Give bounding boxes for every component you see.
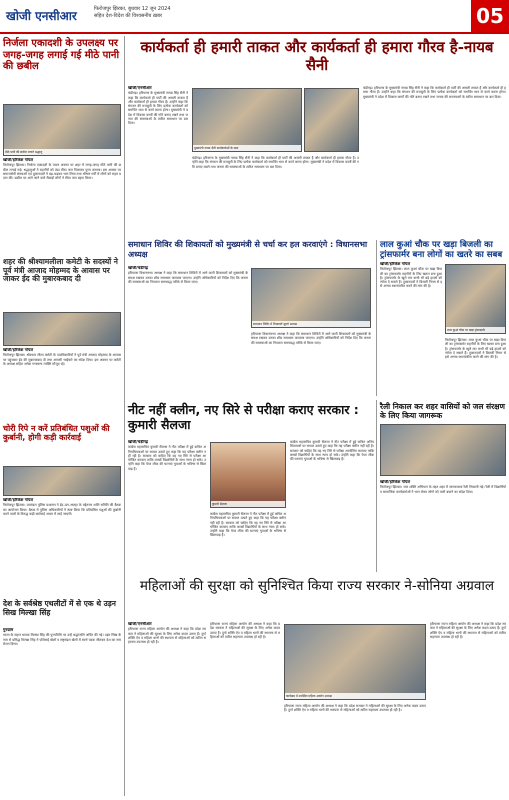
column-divider (124, 36, 125, 796)
chori-photo (3, 466, 121, 496)
samadhan-headline: समाधान शिविर की शिकायतों को मुख्यमंत्री से चर्चा कर हल करवाएंगे : विधानसभा अध्यक्ष (128, 240, 368, 259)
shri-shyam-photo (3, 312, 121, 346)
article-body: हरियाणा राज्य महिला आयोग की अध्यक्ष ने कहा कि प्रदेश सरकार ने महिलाओं की सुरक्षा के लिए अनेक कदम उठाए हैं। दुर्गा शक्ति ऐप व महिला थानों की स्थापना से महिलाओं को त्वरित सहायता उपलब्ध हो रही है। (430, 622, 506, 639)
article-body: फिरोजपुर झिरका। श्रीश्याम लीला कमेटी के पदाधिकारियों ने पूर्व मंत्री आजाद मोहम्मद के आवास पर पहुंचकर ईद की मुबारकबाद दी तथा आपसी भाईचारे का संदेश दिया। इस अवसर पर कमेटी के अध्यक्ष सहित अनेक गणमान्य व्यक्ति मौजूद रहे। (3, 353, 121, 366)
mahila-article-cont (210, 622, 280, 796)
karyakarta-photo-2 (304, 88, 359, 152)
neet-article (128, 440, 206, 572)
article-body: फिरोजपुर झिरका। निर्जला एकादशी के पावन अवसर पर शहर में जगह-जगह मीठे पानी की छबील लगाई गई। श्रद्धालुओं ने राहगीरों को ठंडा मीठा जल पिलाकर पुण्य कमाया। इस अवसर पर समाजसेवी संस्थाओं एवं दुकानदारों ने बढ़-चढ़कर भाग लिया तथा भीषण गर्मी में लोगों को राहत प्रदान की। छबील पर आने जाने वाले सैकड़ों लोगों ने मीठा जल ग्रहण किया। (3, 163, 121, 181)
photo-caption: समाधान शिविर में शिकायतें सुनते अध्यक्ष (252, 321, 370, 327)
raily-photo (380, 424, 506, 476)
byline: खोजी/हरिकेश गोयल (3, 498, 34, 502)
article-body: कांग्रेस महासचिव कुमारी सैलजा ने नीट परीक्षा में हुई कथित अनियमितताओं पर सवाल उठाते हुए कहा कि यह परीक्षा क्लीन नहीं रही है। सरकार को चाहिए कि वह नए सिरे से परीक्षा आयोजित करवाए ताकि लाखों विद्यार्थियों के साथ न्याय हो सके। उन्होंने कहा कि पेपर लीक की घटनाएं युवाओं के भविष्य से खिलवाड़ हैं। (210, 512, 286, 538)
article-body: चंडीगढ़। हरियाणा के मुख्यमंत्री नायब सिंह सैनी ने कहा कि कार्यकर्ता ही पार्टी की असली ताकत हैं और कार्यकर्ता ही हमारा गौरव हैं। उन्होंने कहा कि संगठन की मजबूती के लिए प्रत्येक कार्यकर्ता को समर्पित भाव से कार्य करना होगा। मुख्यमंत्री ने प्रदेश में विकास कार्यों की गति बनाए रखने तथा जनता की समस्याओं के त्वरित समाधान पर बल दिया। (128, 91, 188, 126)
shri-shyam-article (3, 348, 121, 420)
dateline-date: फिरोजपुर झिरका, बुधवार 12 जून 2024 (94, 6, 171, 12)
nirjala-headline: निर्जला एकादशी के उपलक्ष्य पर जगह-जगह लगाई गई मीठे पानी की छबील (3, 38, 120, 72)
lal-kuan-article (380, 262, 442, 396)
mahila-article (128, 622, 206, 796)
article-body: चंडीगढ़। हरियाणा के मुख्यमंत्री नायब सिंह सैनी ने कहा कि कार्यकर्ता ही पार्टी की असली ताकत हैं और कार्यकर्ता ही हमारा गौरव हैं। उन्होंने कहा कि संगठन की मजबूती के लिए प्रत्येक कार्यकर्ता को समर्पित भाव से कार्य करना होगा। मुख्यमंत्री ने प्रदेश में विकास कार्यों की गति बनाए रखने तथा जनता की समस्याओं के त्वरित समाधान पर बल दिया। (363, 86, 506, 99)
raily-headline: रैली निकाल कर शहर वासियों को जल संरक्षण के लिए किया जागरूक (380, 402, 505, 420)
lal-kuan-photo (445, 264, 506, 334)
mahila-article-right (430, 622, 506, 796)
karyakarta-article-cont (192, 156, 359, 236)
mahila-article-mid (284, 704, 426, 796)
article-body: हरियाणा राज्य महिला आयोग की अध्यक्ष ने कहा कि प्रदेश सरकार ने महिलाओं की सुरक्षा के लिए अनेक कदम उठाए हैं। दुर्गा शक्ति ऐप व महिला थानों की स्थापना से महिलाओं को त्वरित सहायता उपलब्ध हो रही है। (210, 622, 280, 639)
photo-caption: लाल कुआं चौक पर खड़ा ट्रांसफार्मर (446, 327, 505, 333)
chori-article (3, 498, 121, 596)
samadhan-photo (251, 268, 371, 328)
samadhan-article (128, 266, 248, 396)
article-body: फिरोजपुर झिरका। लाल कुआं चौक पर खड़ा बिजली का ट्रांसफार्मर राहगीरों के लिए खतरा बना हुआ है। ट्रांसफार्मर के खुले तार कभी भी बड़े हादसे को न्योता दे सकते हैं। दुकानदारों ने बिजली निगम से इसे अन्यत्र स्थानांतरित करने की मांग की है। (445, 338, 506, 360)
nirjala-photo (3, 104, 121, 156)
byline: खोजी/हरिकेश गोयल (380, 480, 411, 484)
samadhan-article-cont (251, 332, 371, 396)
byline: खोजी/हरिकेश गोयल (3, 158, 34, 162)
dateline-tagline: सहित देश-विदेश की विश्वसनीय ख़बर (94, 13, 162, 19)
article-body: फिरोजपुर झिरका। उपमंडल पुलिस प्रशासन ने ईद-उल-अजहा के मद्देनजर शांति समिति की बैठक का आयोजन किया। बैठक में पुलिस अधिकारियों ने स्पष्ट किया कि प्रतिबंधित पशुओं की कुर्बानी करने वालों के विरुद्ध कड़ी कार्रवाई अमल में लाई जाएगी। (3, 503, 121, 516)
desh-headline: देश के सर्वश्रेष्ठ एथलीटों में से एक थे उड़न सिख मिल्खा सिंह (3, 599, 116, 617)
neet-headline: नीट नहीं क्लीन, नए सिरे से परीक्षा कराए सरकार : कुमारी सैलजा (128, 402, 359, 432)
karyakarta-headline: कार्यकर्ता ही हमारी ताकत और कार्यकर्ता ही हमारा गौरव है-नायब सैनी (140, 38, 494, 74)
column-divider (376, 400, 377, 572)
photo-caption: मीठे पानी की छबील लगाते श्रद्धालु (4, 149, 120, 155)
article-body: हरियाणा विधानसभा अध्यक्ष ने कहा कि समाधान शिविरों में आने वाली शिकायतों को मुख्यमंत्री के समक्ष रखकर उनका शीघ्र समाधान करवाया जाएगा। उन्होंने अधिकारियों को निर्देश दिए कि जनता की समस्याओं का निपटारा समयबद्ध तरीके से किया जाए। (128, 271, 248, 284)
chori-headline: चोरी रिपे न करें प्रतिबंधित पशुओं की कुर्बानी, होगी कड़ी कार्रवाई (3, 424, 110, 443)
dateline (94, 6, 274, 20)
article-body: कांग्रेस महासचिव कुमारी सैलजा ने नीट परीक्षा में हुई कथित अनियमितताओं पर सवाल उठाते हुए कहा कि यह परीक्षा क्लीन नहीं रही है। सरकार को चाहिए कि वह नए सिरे से परीक्षा आयोजित करवाए ताकि लाखों विद्यार्थियों के साथ न्याय हो सके। उन्होंने कहा कि पेपर लीक की घटनाएं युवाओं के भविष्य से खिलवाड़ हैं। (290, 440, 374, 462)
shri-shyam-headline: शहर की श्रीश्यामलीला कमेटी के सदस्यों ने पूर्व मंत्री आजाद मोहम्मद के आवास पर जाकर ईद की मुबारकबाद दी (3, 257, 118, 284)
mahila-photo (284, 624, 426, 700)
photo-caption: कुमारी सैलजा (211, 501, 285, 507)
mahila-headline: महिलाओं की सुरक्षा को सुनिश्चित किया राज्य सरकार ने-सोनिया अग्रवाल (139, 578, 495, 594)
karyakarta-article (128, 86, 188, 236)
byline: खोजी/चंडीगढ़ (128, 266, 148, 270)
photo-caption: मुख्यमंत्री नायब सैनी कार्यकर्ताओं के साथ (193, 145, 301, 151)
karyakarta-photo-1 (192, 88, 302, 152)
karyakarta-article-right (363, 86, 506, 236)
article-body: हरियाणा राज्य महिला आयोग की अध्यक्ष ने कहा कि प्रदेश सरकार ने महिलाओं की सुरक्षा के लिए अनेक कदम उठाए हैं। दुर्गा शक्ति ऐप व महिला थानों की स्थापना से महिलाओं को त्वरित सहायता उपलब्ध हो रही है। (128, 627, 206, 645)
byline: खोजी/हरिकेश गोयल (380, 262, 411, 266)
byline: खोजी/एनसीआर (128, 86, 152, 90)
byline: खोजी/हरिकेश गोयल (3, 348, 34, 352)
article-body: भारत के महान धावक मिल्खा सिंह की पुण्यतिथि पर उन्हें श्रद्धांजलि अर्पित की गई। उड़न सिख के नाम से प्रसिद्ध मिल्खा सिंह ने एशियाई खेलों व राष्ट्रमंडल खेलों में स्वर्ण पदक जीतकर देश का नाम रोशन किया। (3, 633, 121, 646)
nirjala-article (3, 158, 121, 255)
byline: खोजी/चंडीगढ़ (128, 440, 148, 444)
raily-article (380, 480, 506, 572)
article-body: फिरोजपुर झिरका। लाल कुआं चौक पर खड़ा बिजली का ट्रांसफार्मर राहगीरों के लिए खतरा बना हुआ है। ट्रांसफार्मर के खुले तार कभी भी बड़े हादसे को न्योता दे सकते हैं। दुकानदारों ने बिजली निगम से इसे अन्यत्र स्थानांतरित करने की मांग की है। (380, 267, 442, 289)
neet-article-cont (210, 512, 286, 572)
lal-kuan-headline: लाल कुआं चौक पर खड़ा बिजली का ट्रांसफार्मर बना लोगों का खतरे का सबब (380, 240, 503, 261)
article-body: चंडीगढ़। हरियाणा के मुख्यमंत्री नायब सिंह सैनी ने कहा कि कार्यकर्ता ही पार्टी की असली ताकत हैं और कार्यकर्ता ही हमारा गौरव हैं। उन्होंने कहा कि संगठन की मजबूती के लिए प्रत्येक कार्यकर्ता को समर्पित भाव से कार्य करना होगा। मुख्यमंत्री ने प्रदेश में विकास कार्यों की गति बनाए रखने तथा जनता की समस्याओं के त्वरित समाधान पर बल दिया। (192, 156, 359, 169)
article-body: हरियाणा विधानसभा अध्यक्ष ने कहा कि समाधान शिविरों में आने वाली शिकायतों को मुख्यमंत्री के समक्ष रखकर उनका शीघ्र समाधान करवाया जाएगा। उन्होंने अधिकारियों को निर्देश दिए कि जनता की समस्याओं का निपटारा समयबद्ध तरीके से किया जाए। (251, 332, 371, 345)
lal-kuan-article-cont (445, 338, 506, 396)
neet-photo (210, 442, 286, 508)
neet-article-right (290, 440, 374, 572)
byline: खोजी/एनसीआर (128, 622, 152, 626)
desh-article (3, 628, 121, 796)
newspaper-brand: खोजी एनसीआर (6, 9, 77, 23)
byline: गुरुग्राम (3, 628, 14, 632)
page-number: 05 (471, 0, 509, 32)
article-body: फिरोजपुर झिरका। जल शक्ति अभियान के तहत शहर में जागरूकता रैली निकाली गई। रैली में विद्यार्थियों व सामाजिक कार्यकर्ताओं ने भाग लेकर लोगों को पानी बचाने का संदेश दिया। (380, 485, 506, 494)
masthead (0, 0, 509, 34)
article-body: कांग्रेस महासचिव कुमारी सैलजा ने नीट परीक्षा में हुई कथित अनियमितताओं पर सवाल उठाते हुए कहा कि यह परीक्षा क्लीन नहीं रही है। सरकार को चाहिए कि वह नए सिरे से परीक्षा आयोजित करवाए ताकि लाखों विद्यार्थियों के साथ न्याय हो सके। उन्होंने कहा कि पेपर लीक की घटनाएं युवाओं के भविष्य से खिलवाड़ हैं। (128, 445, 206, 471)
column-divider (376, 240, 377, 396)
photo-caption: कार्यक्रम में उपस्थित महिला आयोग अध्यक्ष (285, 693, 425, 699)
article-body: हरियाणा राज्य महिला आयोग की अध्यक्ष ने कहा कि प्रदेश सरकार ने महिलाओं की सुरक्षा के लिए अनेक कदम उठाए हैं। दुर्गा शक्ति ऐप व महिला थानों की स्थापना से महिलाओं को त्वरित सहायता उपलब्ध हो रही है। (284, 704, 426, 713)
